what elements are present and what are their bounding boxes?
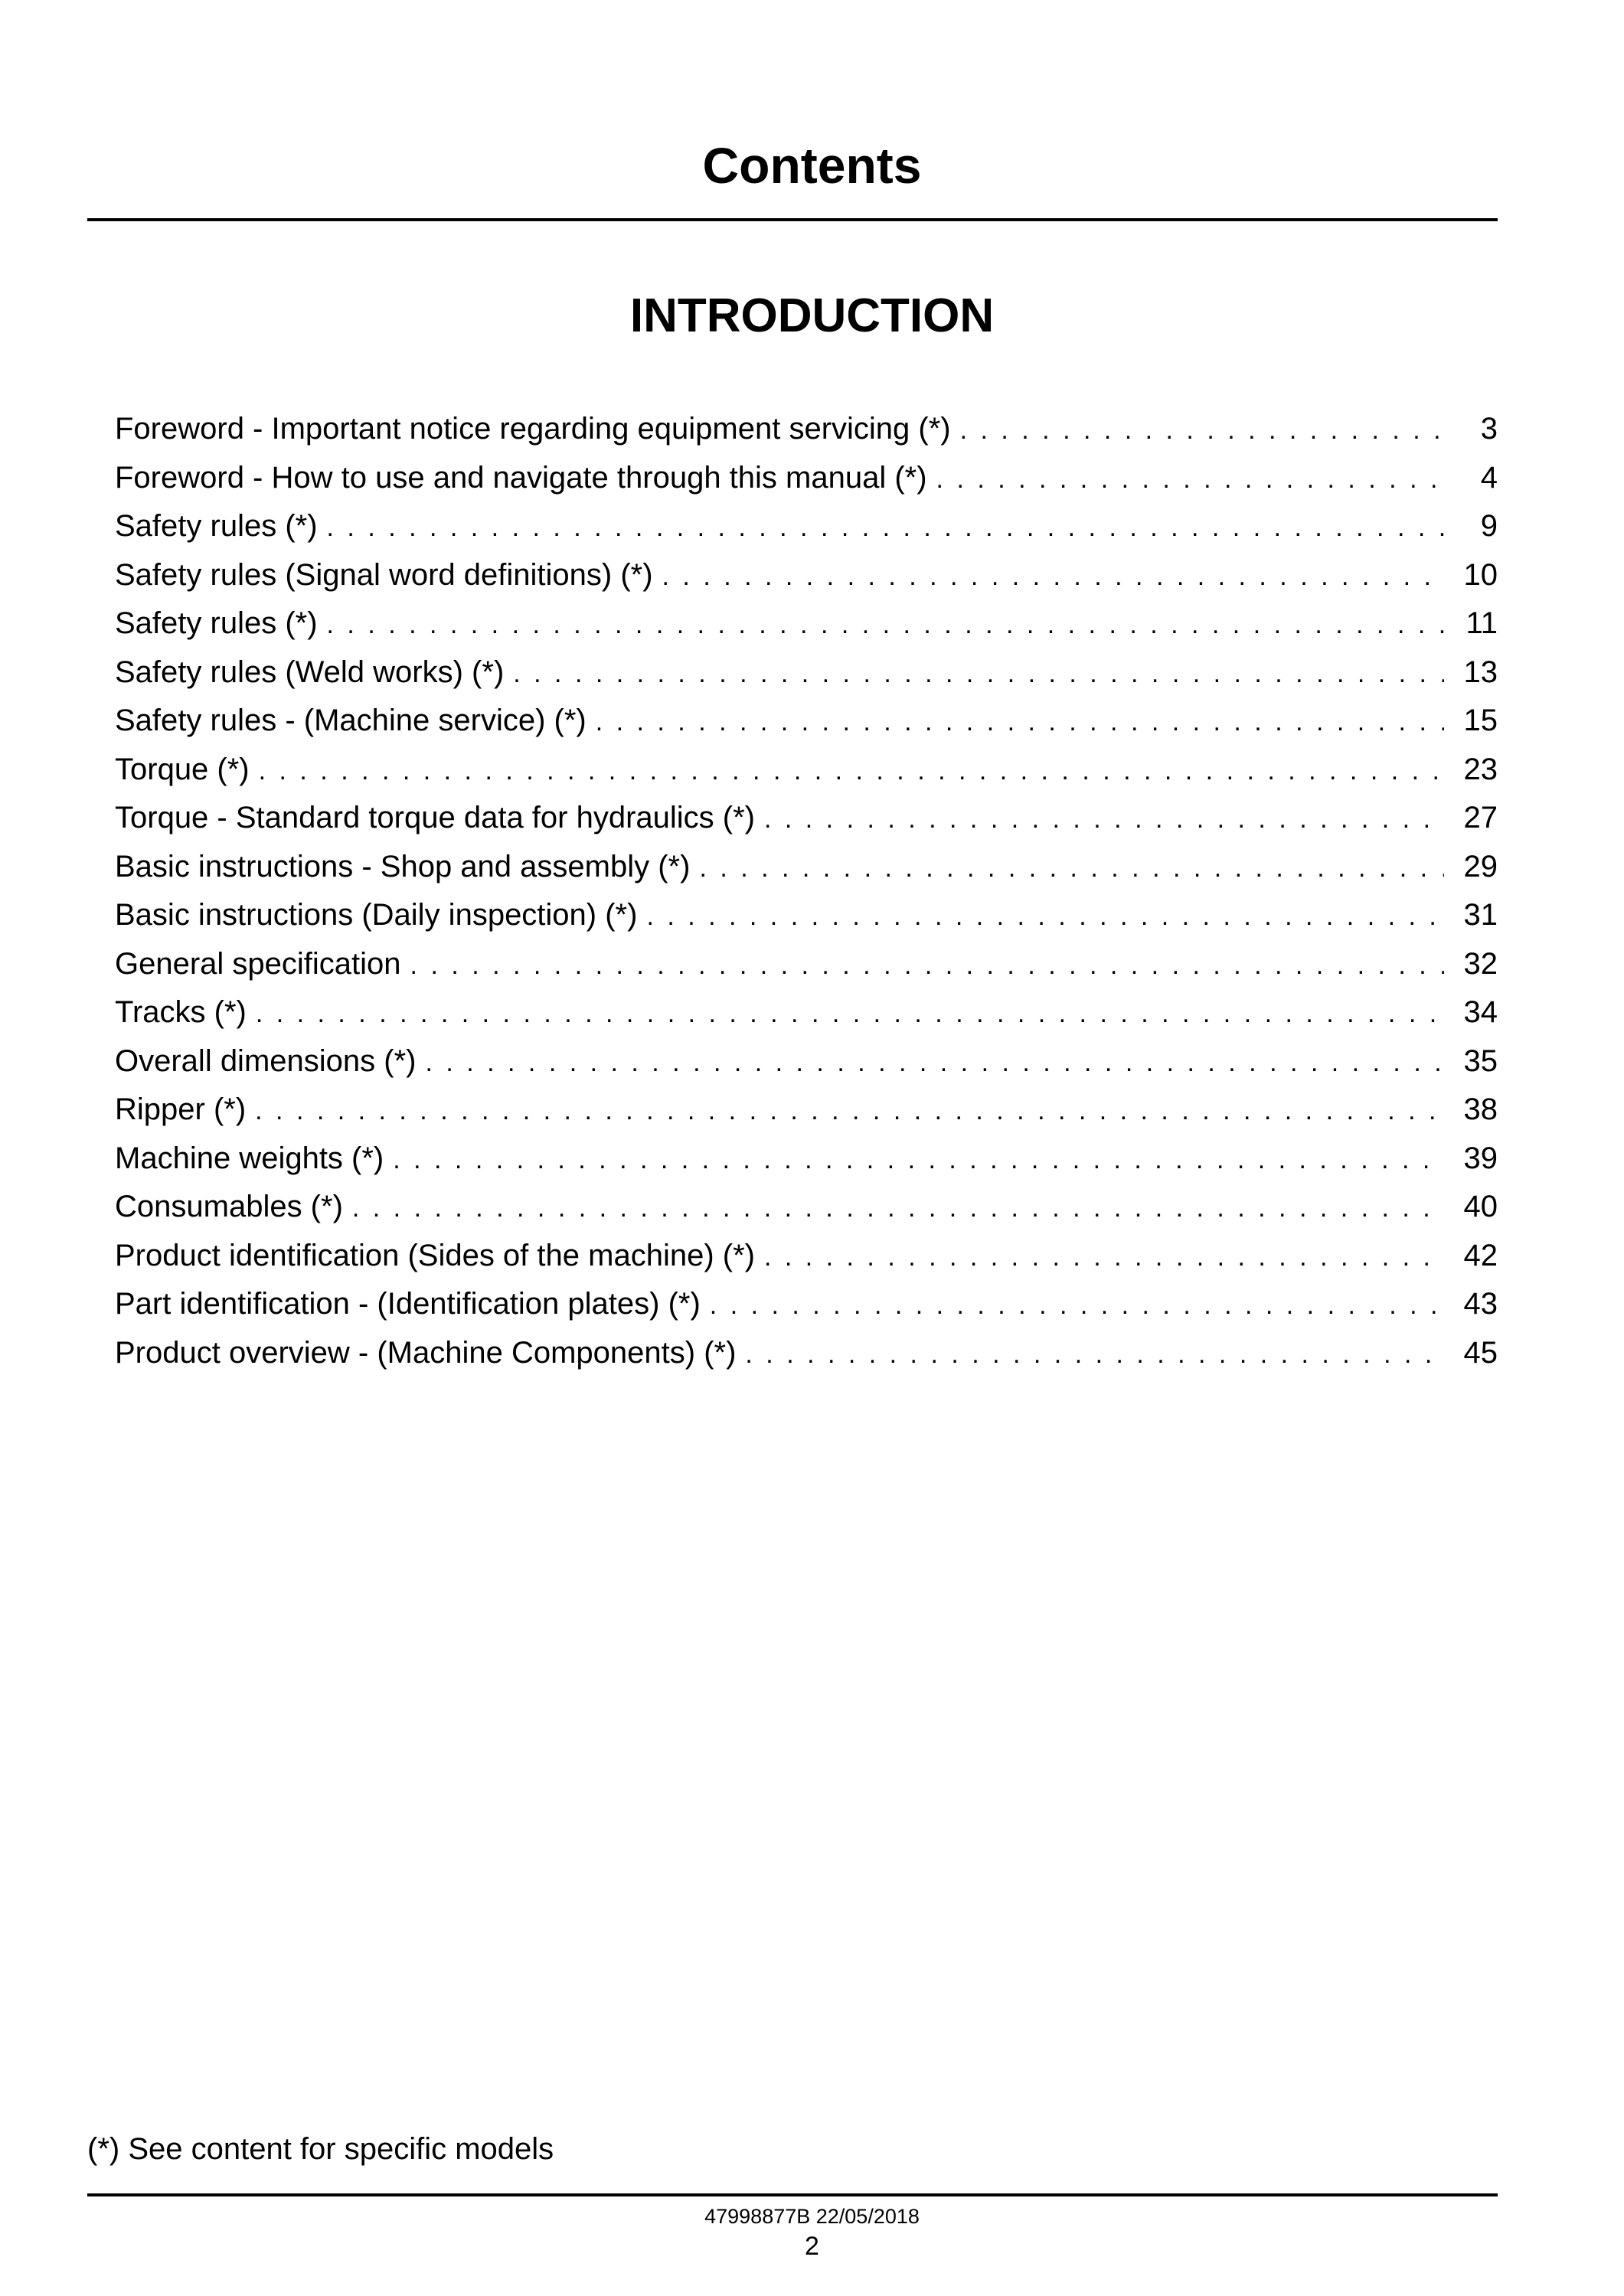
toc-entry[interactable]	[115, 843, 1498, 892]
toc-entry-label: Product overview - (Machine Components) (*)	[115, 1335, 737, 1370]
table-of-contents	[115, 405, 1498, 1377]
toc-entry-label: Consumables (*)	[115, 1190, 343, 1223]
toc-entry-page: 10	[1463, 557, 1498, 592]
toc-entry-page: 3	[1480, 412, 1498, 446]
toc-leader-dots	[393, 1136, 1444, 1184]
toc-leader-dots	[256, 990, 1444, 1037]
toc-entry-label: Foreword - How to use and navigate through this manual (*)	[115, 460, 927, 495]
toc-entry[interactable]	[115, 794, 1498, 843]
toc-entry-page: 4	[1480, 460, 1498, 495]
toc-entry[interactable]	[115, 502, 1498, 551]
toc-leader-dots	[764, 1233, 1444, 1281]
toc-entry-label: Ripper (*)	[115, 1092, 247, 1126]
bottom-divider	[87, 2193, 1498, 2196]
toc-entry-label: Tracks (*)	[115, 995, 247, 1029]
toc-leader-dots	[425, 1039, 1444, 1086]
toc-leader-dots	[327, 601, 1444, 648]
toc-leader-dots	[352, 1184, 1444, 1232]
toc-entry-label: Basic instructions - Shop and assembly (*)	[115, 849, 691, 883]
toc-entry-label: Torque (*)	[115, 752, 250, 786]
footnote: (*) See content for specific models	[87, 2132, 554, 2166]
page-title: Contents	[702, 137, 922, 194]
toc-entry-page: 43	[1463, 1287, 1498, 1321]
toc-entry-page: 34	[1463, 995, 1498, 1029]
toc-entry-label: Overall dimensions (*)	[115, 1043, 417, 1078]
toc-entry[interactable]	[115, 697, 1498, 746]
document-id: 47998877B 22/05/2018	[704, 2205, 920, 2228]
toc-entry[interactable]	[115, 1232, 1498, 1281]
toc-entry-page: 31	[1463, 898, 1498, 932]
toc-entry[interactable]	[115, 1329, 1498, 1378]
toc-entry-label: Foreword - Important notice regarding equipment servicing (*)	[115, 412, 951, 446]
toc-entry[interactable]	[115, 988, 1498, 1037]
toc-entry-label: Safety rules (*)	[115, 509, 318, 543]
toc-entry-label: Part identification - (Identification plates) (*)	[115, 1287, 701, 1321]
toc-entry-page: 15	[1463, 704, 1498, 737]
toc-entry-label: Torque - Standard torque data for hydraulics (*)	[115, 801, 755, 834]
toc-entry-label: Basic instructions (Daily inspection) (*)	[115, 898, 638, 932]
toc-entry-label: Safety rules (Weld works) (*)	[115, 655, 505, 689]
toc-entry-page: 23	[1463, 752, 1498, 786]
toc-leader-dots	[662, 553, 1444, 600]
toc-leader-dots	[764, 795, 1444, 843]
toc-leader-dots	[410, 942, 1444, 989]
toc-entry[interactable]	[115, 405, 1498, 454]
toc-entry[interactable]	[115, 648, 1498, 697]
toc-entry[interactable]	[115, 891, 1498, 940]
toc-entry-label: Product identification (Sides of the machine) (*)	[115, 1238, 755, 1272]
section-title: INTRODUCTION	[629, 289, 995, 342]
toc-entry[interactable]	[115, 599, 1498, 648]
toc-entry-page: 35	[1463, 1043, 1498, 1078]
toc-leader-dots	[936, 456, 1444, 503]
top-divider	[87, 218, 1498, 221]
toc-leader-dots	[745, 1331, 1444, 1378]
toc-entry[interactable]	[115, 940, 1498, 989]
toc-leader-dots	[596, 698, 1444, 746]
toc-entry-label: General specification	[115, 946, 401, 981]
toc-entry[interactable]	[115, 1037, 1498, 1086]
toc-entry-page: 38	[1463, 1092, 1498, 1126]
toc-entry-label: Safety rules - (Machine service) (*)	[115, 704, 587, 737]
toc-entry[interactable]	[115, 1135, 1498, 1184]
toc-entry-page: 39	[1463, 1141, 1498, 1175]
toc-leader-dots	[699, 844, 1444, 892]
toc-entry-page: 9	[1480, 509, 1498, 543]
toc-entry[interactable]	[115, 1280, 1498, 1329]
toc-leader-dots	[710, 1282, 1444, 1329]
toc-entry[interactable]	[115, 1183, 1498, 1232]
page-number: 2	[805, 2232, 819, 2261]
toc-entry[interactable]	[115, 551, 1498, 600]
toc-leader-dots	[327, 504, 1444, 551]
toc-entry-page: 27	[1463, 801, 1498, 834]
toc-entry-page: 32	[1463, 946, 1498, 981]
toc-leader-dots	[255, 1087, 1444, 1135]
toc-entry-page: 45	[1463, 1335, 1498, 1370]
toc-entry[interactable]	[115, 454, 1498, 503]
toc-entry-page: 42	[1463, 1238, 1498, 1272]
toc-leader-dots	[960, 407, 1444, 454]
toc-entry-page: 40	[1463, 1190, 1498, 1223]
toc-leader-dots	[513, 650, 1444, 697]
toc-leader-dots	[259, 747, 1444, 795]
toc-entry-page: 11	[1466, 606, 1498, 640]
toc-entry-label: Safety rules (Signal word definitions) (*)	[115, 557, 653, 592]
toc-leader-dots	[646, 893, 1444, 940]
toc-entry[interactable]	[115, 746, 1498, 795]
toc-entry[interactable]	[115, 1086, 1498, 1135]
toc-entry-page: 29	[1463, 849, 1498, 883]
toc-entry-label: Machine weights (*)	[115, 1141, 384, 1175]
toc-entry-label: Safety rules (*)	[115, 606, 318, 640]
toc-entry-page: 13	[1463, 655, 1498, 689]
